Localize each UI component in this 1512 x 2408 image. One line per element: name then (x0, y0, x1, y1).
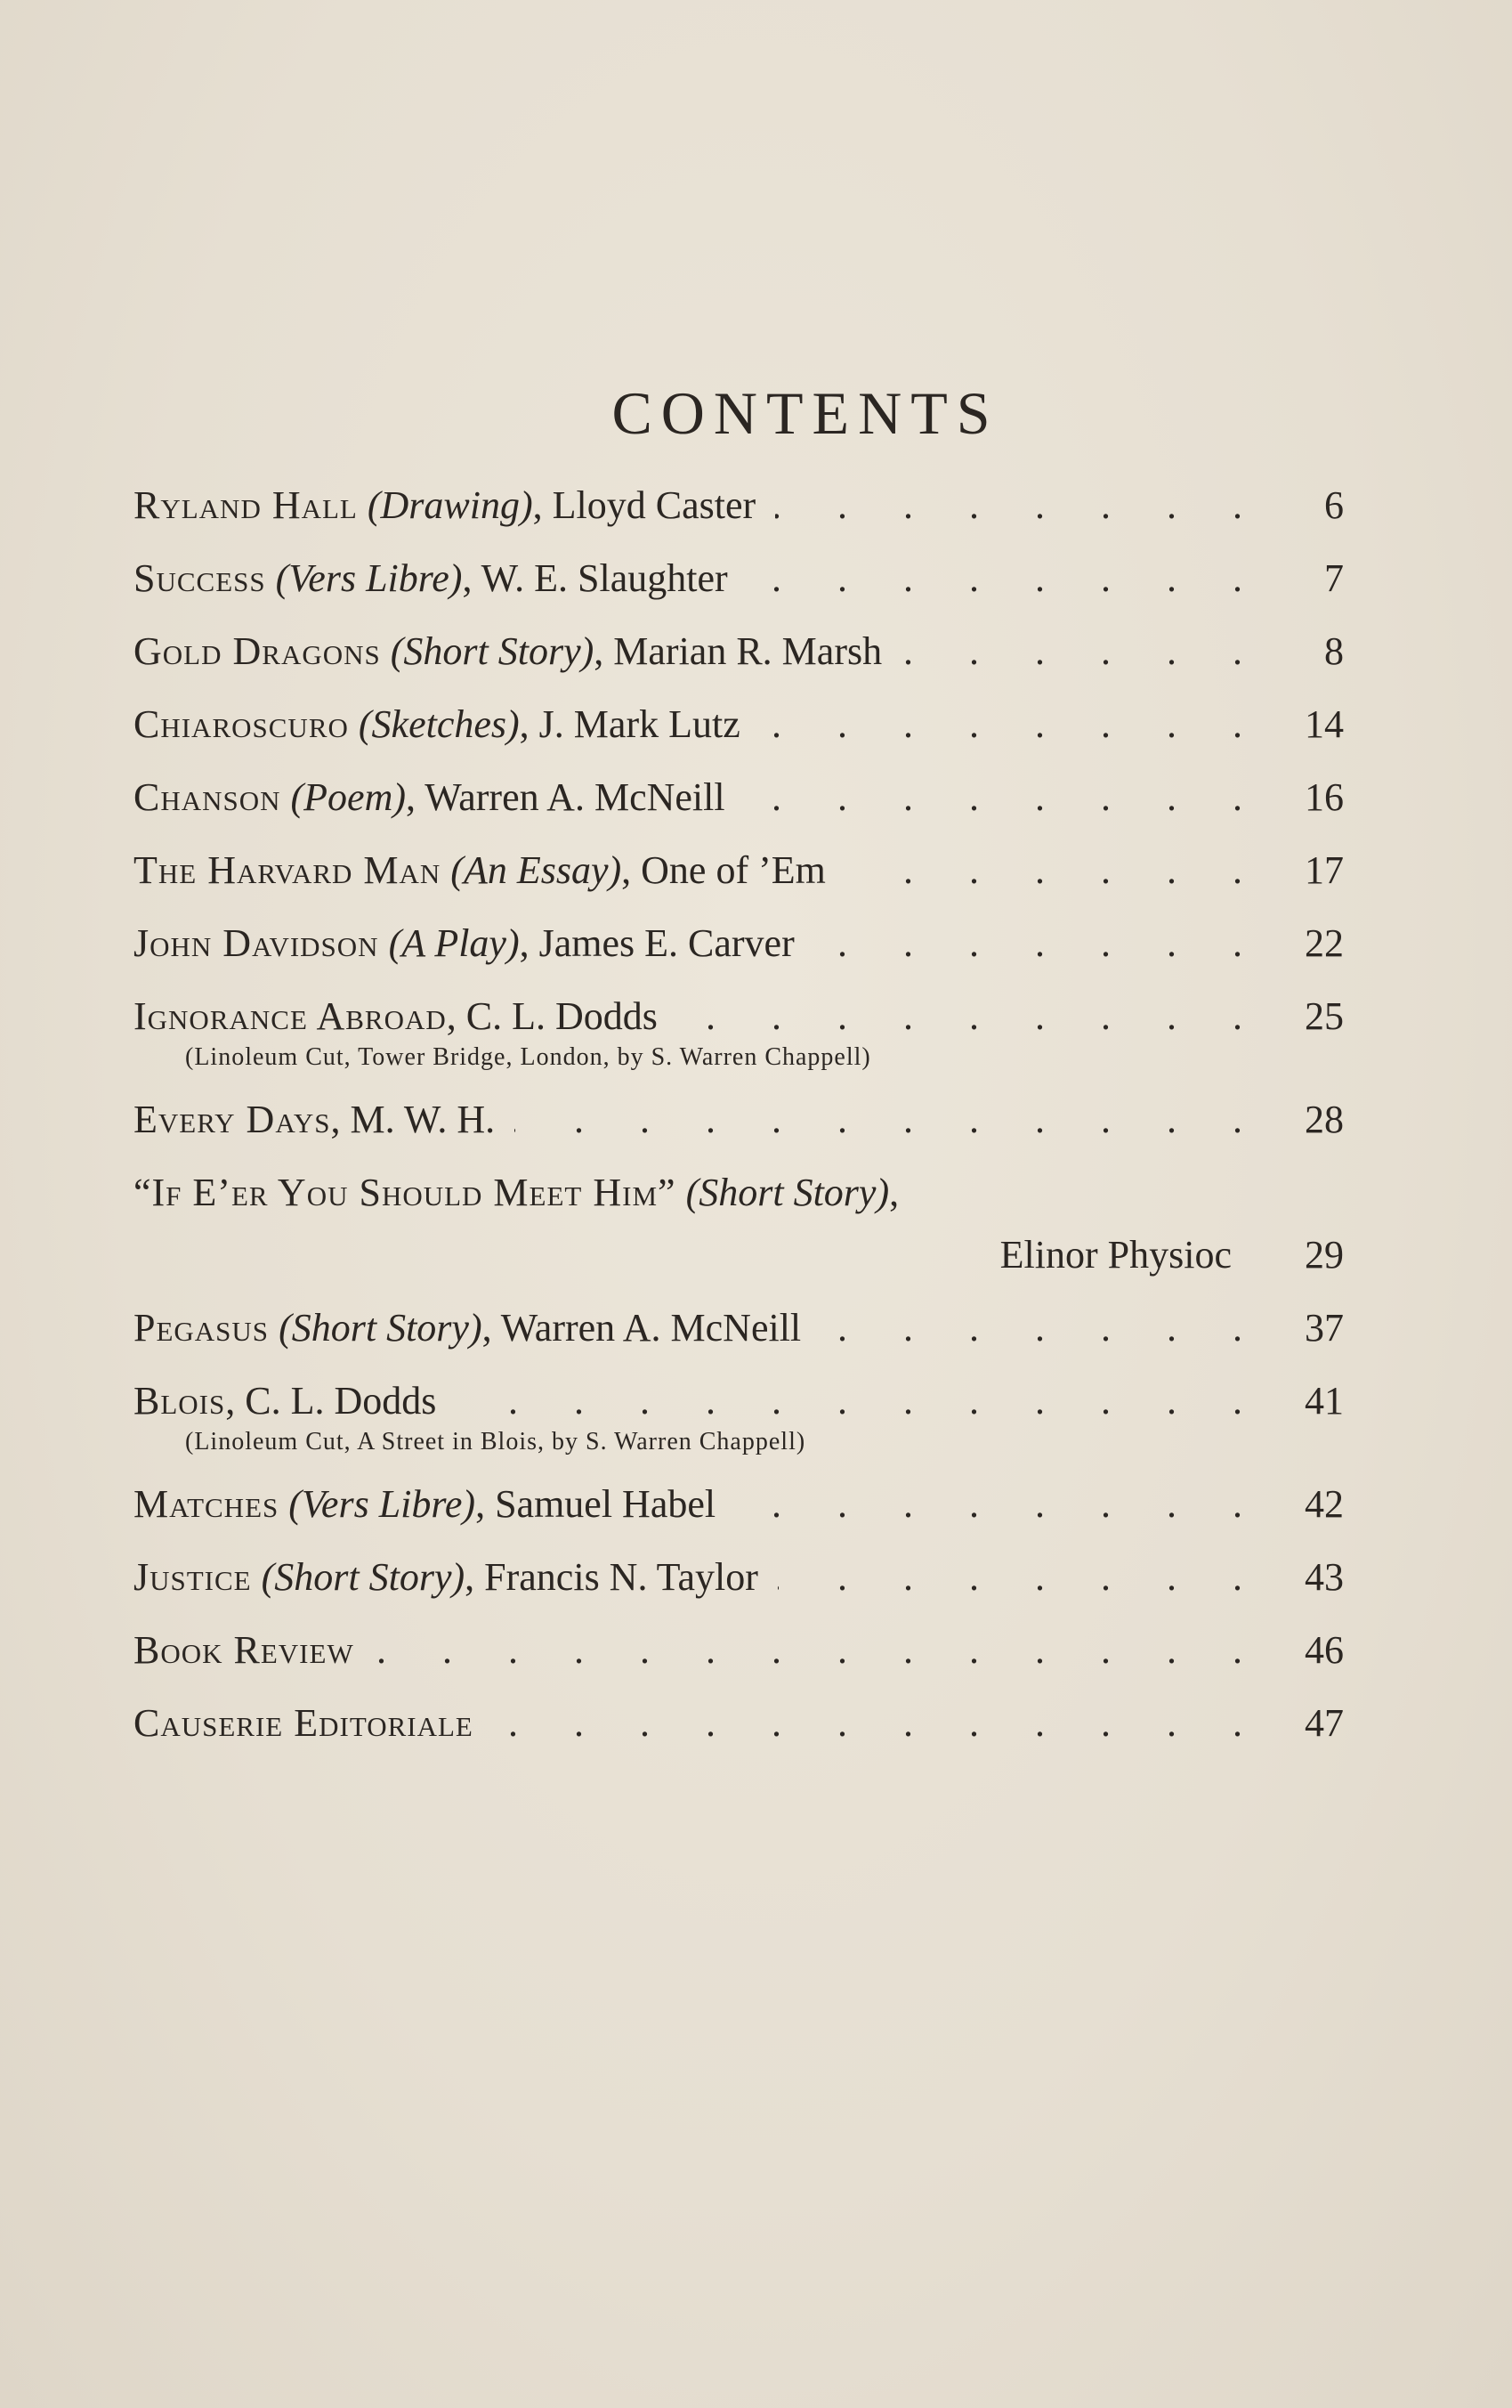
toc-entry-page-number: 14 (1305, 702, 1344, 746)
toc-entry-text (133, 479, 756, 532)
toc-entry-title: Matches (133, 1482, 279, 1526)
toc-entry-page-number: 17 (1305, 848, 1344, 892)
dot-leader (514, 1093, 1265, 1147)
toc-entry-author: Elinor Physioc (999, 1233, 1232, 1277)
dot-leader (821, 1301, 1265, 1355)
toc-entry-page-number: 25 (1305, 994, 1344, 1038)
toc-entry-title: Ryland Hall (133, 483, 358, 527)
toc-entry-genre: (Vers Libre) (275, 556, 463, 600)
toc-entry-author: , Warren A. McNeill (406, 775, 725, 819)
toc-entry-author: , Lloyd Caster (532, 483, 756, 527)
toc-entry-title: Justice (133, 1555, 252, 1599)
toc-entry-line (133, 1301, 1344, 1355)
toc-entry (133, 1093, 1344, 1147)
toc-entry-author: , C. L. Dodds (225, 1379, 437, 1423)
toc-entry-genre: (Sketches) (358, 702, 520, 746)
toc-entry-note: (Linoleum Cut, A Street in Blois, by S. Warren Chappell) (185, 1428, 806, 1455)
toc-entry-text (133, 1624, 354, 1677)
toc-entry-title: The Harvard Man (133, 848, 441, 892)
toc-entry-line (133, 990, 1344, 1043)
toc-entry-title: “If E’er You Should Meet Him” (133, 1171, 676, 1214)
toc-entry-text (133, 990, 658, 1043)
toc-entry-note: (Linoleum Cut, Tower Bridge, London, by S. Warren Chappell) (185, 1043, 871, 1071)
dot-leader (677, 990, 1265, 1043)
toc-entry-title: Ignorance Abroad (133, 994, 447, 1038)
dot-leader (778, 1551, 1265, 1604)
toc-entry-text (133, 1697, 473, 1750)
toc-entry-genre: (An Essay) (450, 848, 622, 892)
toc-entry-text (133, 1478, 716, 1531)
toc-entry (133, 479, 1344, 532)
dot-leader (456, 1374, 1265, 1428)
toc-entry-title: John Davidson (133, 921, 379, 965)
toc-entry-author: , James E. Carver (519, 921, 795, 965)
page-title: CONTENTS (611, 379, 999, 447)
toc-entry-title: Book Review (133, 1628, 354, 1672)
toc-entry-text (133, 1166, 899, 1220)
toc-entry-author: , C. L. Dodds (446, 994, 658, 1038)
toc-entry (133, 1551, 1344, 1604)
toc-entry (133, 625, 1344, 678)
toc-entry-author: , Marian R. Marsh (594, 629, 883, 673)
toc-entry-line (133, 1551, 1344, 1604)
toc-entry-line (133, 771, 1344, 824)
toc-entries (133, 479, 1344, 1750)
toc-entry-page-number: 7 (1324, 556, 1344, 600)
toc-entry-line (133, 625, 1344, 678)
toc-entry-text (133, 1374, 436, 1428)
toc-entry-page-number: 47 (1305, 1701, 1344, 1745)
toc-entry-text (133, 1551, 758, 1604)
toc-entry-title: Causerie Editoriale (133, 1701, 473, 1745)
dot-leader (493, 1697, 1265, 1750)
toc-entry-line (133, 917, 1344, 970)
dot-leader (735, 1478, 1265, 1531)
toc-entry-line (133, 698, 1344, 751)
toc-entry (133, 1697, 1344, 1750)
toc-entry-author: , J. Mark Lutz (519, 702, 740, 746)
dot-leader (748, 552, 1265, 605)
toc-entry-line (133, 844, 1344, 897)
toc-entry-genre: (Poem) (290, 775, 407, 819)
toc-entry-page-number: 8 (1324, 629, 1344, 673)
toc-entry-text (133, 771, 725, 824)
toc-entry (133, 698, 1344, 751)
toc-entry-text (133, 844, 826, 897)
toc-entry-title: Gold Dragons (133, 629, 381, 673)
table-of-contents (133, 379, 1344, 1770)
toc-entry-line (133, 1374, 1344, 1428)
toc-entry-page-number: 43 (1305, 1555, 1344, 1599)
toc-entry-page-number: 46 (1305, 1628, 1344, 1672)
toc-entry (133, 1166, 1344, 1282)
toc-entry (133, 1624, 1344, 1677)
toc-entry-text (133, 1093, 495, 1147)
toc-entry-page-number: 6 (1324, 483, 1344, 527)
toc-entry (133, 771, 1344, 824)
toc-entry-line (133, 1697, 1344, 1750)
toc-entry-page-number: 41 (1305, 1379, 1344, 1423)
toc-entry-genre: (Short Story) (685, 1171, 890, 1214)
toc-entry-line (133, 1624, 1344, 1677)
toc-entry (133, 917, 1344, 970)
toc-entry-genre: (Short Story) (279, 1306, 482, 1350)
toc-entry-genre: (Short Story) (261, 1555, 465, 1599)
toc-entry-text (133, 1301, 801, 1355)
dot-leader (745, 771, 1265, 824)
toc-entry (133, 844, 1344, 897)
dot-leader (902, 625, 1265, 678)
toc-entry-line (133, 1166, 1344, 1220)
toc-entry-title: Every Days (133, 1098, 331, 1141)
toc-entry-author: , Francis N. Taylor (465, 1555, 758, 1599)
dot-leader (775, 479, 1265, 532)
toc-entry-author: , One of ’Em (621, 848, 826, 892)
dot-leader (760, 698, 1265, 751)
toc-entry-genre: (Vers Libre) (288, 1482, 476, 1526)
toc-entry-genre: (Short Story) (390, 629, 594, 673)
toc-entry-page-number: 42 (1305, 1482, 1344, 1526)
toc-entry-page-number: 29 (1305, 1233, 1344, 1277)
toc-entry-title: Pegasus (133, 1306, 270, 1350)
toc-entry-author: , Warren A. McNeill (481, 1306, 802, 1350)
toc-entry-title: Blois (133, 1379, 226, 1423)
toc-entry (133, 1301, 1344, 1355)
toc-entry-genre: (Drawing) (367, 483, 533, 527)
toc-entry-page-number: 22 (1305, 921, 1344, 965)
toc-entry-page-number: 37 (1305, 1306, 1344, 1350)
toc-entry-genre: (A Play) (388, 921, 520, 965)
toc-entry-text (133, 552, 728, 605)
dot-leader (374, 1624, 1265, 1677)
toc-entry (133, 552, 1344, 605)
toc-entry-continuation (133, 1228, 1344, 1282)
dot-leader (845, 844, 1265, 897)
toc-entry-text (133, 698, 740, 751)
toc-entry-text (133, 625, 882, 678)
toc-entry-line (133, 1478, 1344, 1531)
toc-entry-title: Chiaroscuro (133, 702, 349, 746)
toc-entry-line (133, 552, 1344, 605)
toc-entry-author: , Samuel Habel (475, 1482, 716, 1526)
toc-entry (133, 1374, 1344, 1458)
toc-entry-page-number: 28 (1305, 1098, 1344, 1141)
toc-entry-text (133, 917, 795, 970)
toc-entry-author: , W. E. Slaughter (462, 556, 728, 600)
toc-entry-title: Chanson (133, 775, 281, 819)
toc-entry-title: Success (133, 556, 266, 600)
toc-entry-line (133, 1093, 1344, 1147)
toc-entry (133, 1478, 1344, 1531)
toc-entry-line (133, 479, 1344, 532)
toc-entry-page-number: 16 (1305, 775, 1344, 819)
toc-entry-author: , (889, 1171, 900, 1214)
toc-entry-author: , M. W. H. (330, 1098, 496, 1141)
toc-entry (133, 990, 1344, 1074)
dot-leader (814, 917, 1265, 970)
